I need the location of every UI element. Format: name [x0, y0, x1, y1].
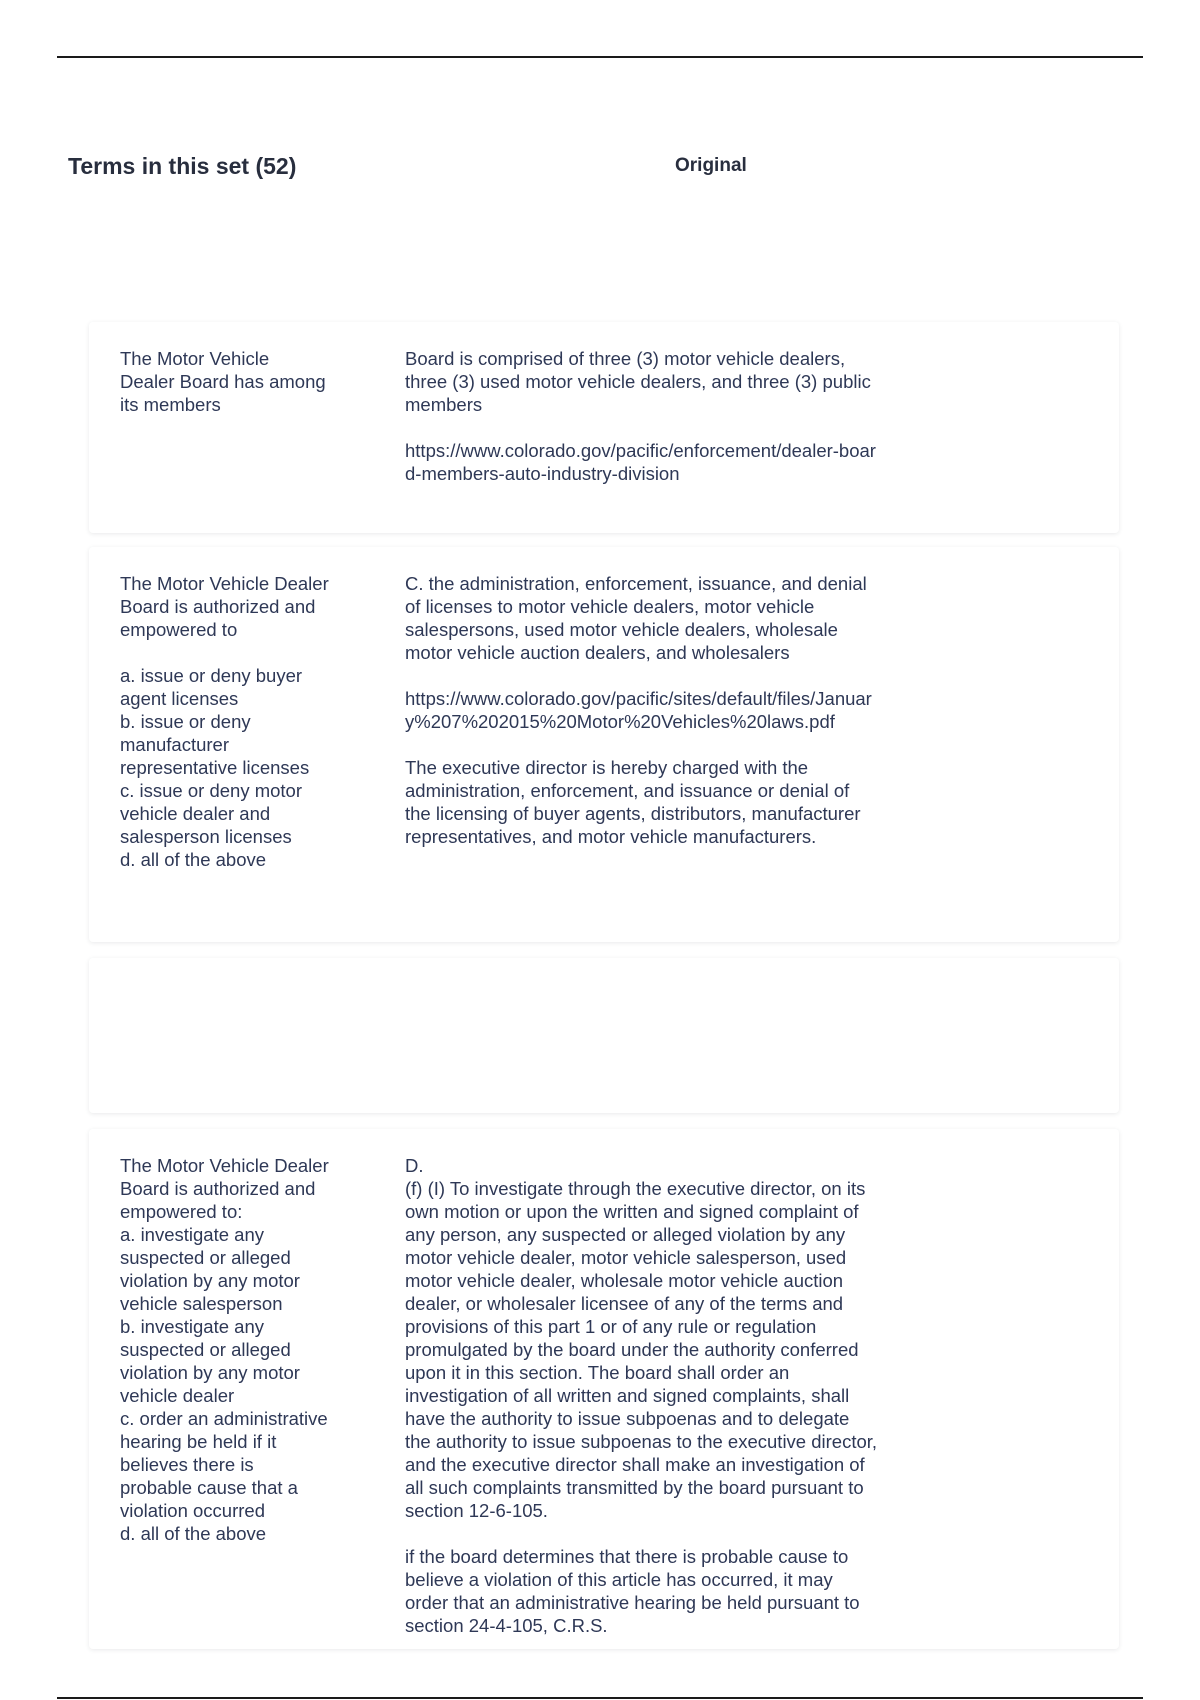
term-text: The Motor Vehicle Dealer Board is authorized and empowered to: a. investigate any suspected or alleged violation by any motor vehicle salesperson b. investigate any suspected or alleged violation by any motor vehicle dealer c. order an administrative hearing be held if it believes there is probable cause that a violation occurred d. all of the above [120, 1155, 329, 1544]
term-card [89, 322, 1119, 533]
view-label: Original [675, 155, 747, 176]
definition [405, 572, 880, 848]
term-card [89, 547, 1119, 942]
bottom-rule [57, 1697, 1143, 1699]
definition-paragraph: Board is comprised of three (3) motor vehicle dealers, three (3) used motor vehicle dealers, and three (3) public members [405, 348, 871, 415]
definition [405, 347, 880, 485]
definition-link[interactable]: https://www.colorado.gov/pacific/enforcement/dealer-board-members-auto-industry-division [405, 440, 876, 484]
empty-term-card [89, 958, 1119, 1113]
top-rule [57, 56, 1143, 58]
term-text: The Motor Vehicle Dealer Board has among its members [120, 348, 326, 415]
definition-paragraph: The executive director is hereby charged with the administration, enforcement, and issuance or denial of the licensing of buyer agents, distributors, manufacturer representatives, and motor vehicle manufacturers. [405, 757, 861, 847]
definition [405, 1154, 880, 1637]
definition-paragraph: C. the administration, enforcement, issuance, and denial of licenses to motor vehicle dealers, motor vehicle salespersons, used motor vehicle dealers, wholesale motor vehicle auction dealers, and wholesalers [405, 573, 867, 663]
definition-paragraph: if the board determines that there is probable cause to believe a violation of this article has occurred, it may order that an administrative hearing be held pursuant to section 24-4-105, C.R.S. [405, 1546, 860, 1636]
term-text: The Motor Vehicle Dealer Board is authorized and empowered to a. issue or deny buyer agent licenses b. issue or deny manufacturer representative licenses c. issue or deny motor vehicle dealer and salesperson licenses d. all of the above [120, 573, 329, 870]
term-card [89, 1129, 1119, 1649]
definition-link[interactable]: https://www.colorado.gov/pacific/sites/default/files/January%207%202015%20Motor%20Vehicles%20laws.pdf [405, 688, 872, 732]
definition-paragraph: D. (f) (I) To investigate through the executive director, on its own motion or upon the written and signed complaint of any person, any suspected or alleged violation by any motor vehicle dealer, motor vehicle salesperson, used motor vehicle dealer, wholesale motor vehicle auction dealer, or wholesaler licensee of any of the terms and provisions of this part 1 or of any rule or regulation promulgated by the board under the authority conferred upon it in this section. The board shall order an investigation of all written and signed complaints, shall have the authority to issue subpoenas and to delegate the authority to issue subpoenas to the executive director, and the executive director shall make an investigation of all such complaints transmitted by the board pursuant to section 12-6-105. [405, 1155, 878, 1521]
set-title: Terms in this set (52) [68, 153, 297, 179]
